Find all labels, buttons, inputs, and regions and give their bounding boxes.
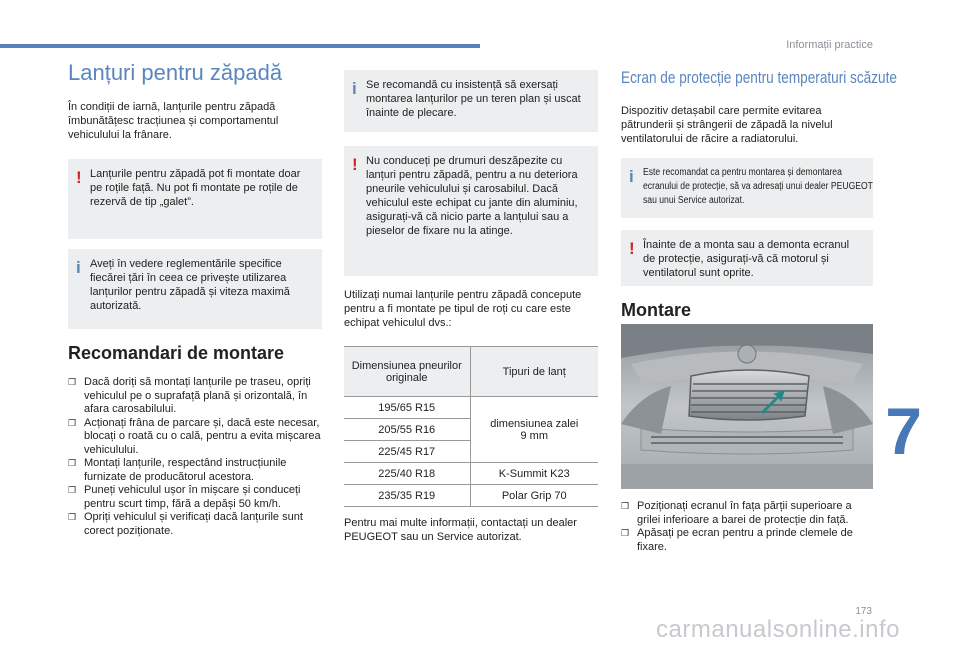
contact-paragraph: Pentru mai multe informații, contactați un dealer PEUGEOT sau un Service autorizat. bbox=[344, 517, 577, 543]
mounting-recommendations-title: Recomandari de montare bbox=[68, 343, 285, 363]
list-item: ❒ Apăsați pe ecran pentru a prinde clemele de fixare. bbox=[621, 527, 873, 554]
cold-screen-title: Ecran de protecție pentru temperaturi scăzute bbox=[621, 68, 897, 87]
header-accent-bar bbox=[0, 44, 480, 48]
usage-paragraph: Utilizați numai lanțurile pentru zăpadă concepute pentru a fi montate pe tipul de roți cu care este echipat vehiculul dvs.: bbox=[344, 289, 582, 329]
warning-text: Lanțurile pentru zăpadă pot fi montate doar pe roțile față. Nu pot fi montate pe roțile de rezervă de tip „galet”. bbox=[90, 168, 301, 208]
info-icon: i bbox=[76, 258, 81, 277]
section-header: Informații practice bbox=[786, 39, 873, 51]
info-icon: i bbox=[352, 79, 357, 98]
table-row bbox=[344, 485, 598, 507]
warning-icon: ! bbox=[76, 168, 82, 187]
page-title: Lanțuri pentru zăpadă bbox=[68, 60, 283, 85]
column-cold-screen bbox=[621, 68, 897, 321]
tyre-size-cell: 225/45 R17 bbox=[344, 441, 470, 463]
tyre-size-cell: 235/35 R19 bbox=[344, 485, 470, 507]
chain-type-cell: Polar Grip 70 bbox=[470, 485, 598, 507]
list-item: ❒ Dacă doriți să montați lanțurile pe traseu, opriți vehiculul pe o suprafață plană și orizontală, în afara carosabilului. bbox=[68, 376, 322, 417]
table-header-chain-type: Tipuri de lanț bbox=[470, 347, 598, 397]
list-item: ❒ Puneți vehiculul ușor în mișcare și conduceți pentru scurt timp, fără a depăși 50 km/h. bbox=[68, 484, 322, 511]
list-item: ❒ Acționați frâna de parcare și, dacă este necesar, blocați o roată cu o cală, pentru a evita mișcarea vehiculului. bbox=[68, 417, 322, 458]
info-box-dealer bbox=[621, 158, 873, 218]
chain-type-cell: K-Summit K23 bbox=[470, 463, 598, 485]
cold-screen-intro: Dispozitiv detașabil care permite evitarea pătrunderii și strângerii de zăpadă la nivelul ventilatorului de răcire a radiatorului. bbox=[621, 105, 833, 145]
tyre-size-cell: 225/40 R18 bbox=[344, 463, 470, 485]
info-text: Este recomandat ca pentru montarea și demontarea ecranului de protecție, să va adresați unui dealer PEUGEOT sau unui Service autorizat. bbox=[643, 167, 873, 206]
list-item: ❒ Poziționați ecranul în fața părții superioare a grilei inferioare a barei de protecție din față. bbox=[621, 500, 873, 527]
chapter-number: 7 bbox=[885, 394, 922, 468]
table-row bbox=[344, 463, 598, 485]
chain-type-cell: dimensiunea zalei 9 mm bbox=[470, 397, 598, 463]
column-chain-usage bbox=[344, 70, 598, 544]
mounting-title: Montare bbox=[621, 300, 692, 320]
warning-text: Înainte de a monta sau a demonta ecranul de protecție, asigurați-vă că motorul și ventilatorul sunt oprite. bbox=[643, 239, 850, 279]
warning-text: Nu conduceți pe drumuri deszăpezite cu lanțuri pentru zăpadă, pentru a nu deteriora pneurile vehiculului și carosabilul. Dacă vehiculul este echipat cu jante din aluminiu, asigurați-vă că nicio parte a lanțului sau a pieselor de fixare nu la atinge. bbox=[366, 155, 578, 237]
mounting-list bbox=[621, 500, 873, 554]
car-grille-image bbox=[621, 324, 873, 489]
warning-box-cleared-roads bbox=[344, 146, 598, 276]
info-box-regulations bbox=[68, 249, 322, 329]
warning-icon: ! bbox=[629, 239, 635, 258]
warning-icon: ! bbox=[352, 155, 358, 174]
list-item: ❒ Opriți vehiculul și verificați dacă lanțurile sunt corect poziționate. bbox=[68, 511, 322, 538]
chain-size-table bbox=[344, 346, 598, 507]
info-icon: i bbox=[629, 167, 634, 186]
warning-box-front-wheels bbox=[68, 159, 322, 239]
page-number: 173 bbox=[855, 606, 872, 617]
watermark: carmanualsonline.info bbox=[656, 616, 900, 643]
tyre-size-cell: 205/55 R16 bbox=[344, 419, 470, 441]
list-item: ❒ Montați lanțurile, respectând instrucțiunile furnizate de producătorul acestora. bbox=[68, 457, 322, 484]
tyre-size-cell: 195/65 R15 bbox=[344, 397, 470, 419]
column-snow-chains bbox=[68, 60, 322, 538]
recommendations-list bbox=[68, 376, 322, 538]
table-header-tyre-size: Dimensiunea pneurilor originale bbox=[344, 347, 470, 397]
intro-paragraph: În condiții de iarnă, lanțurile pentru zăpadă îmbunătățesc tracțiunea și comportamentul vehiculului la frânare. bbox=[68, 101, 279, 141]
mounting-steps bbox=[621, 500, 873, 554]
car-front-grille-illustration bbox=[621, 324, 873, 489]
info-text: Se recomandă cu insistență să exersați montarea lanțurilor pe un teren plan și uscat înainte de plecare. bbox=[366, 79, 581, 119]
info-box-practice bbox=[344, 70, 598, 132]
table-row bbox=[344, 397, 598, 419]
info-text: Aveți în vedere reglementările specifice fiecărei țări în ceea ce privește utilizarea lanțurilor pentru zăpadă și viteza maximă autorizată. bbox=[90, 258, 290, 312]
warning-box-engine-off bbox=[621, 230, 873, 286]
